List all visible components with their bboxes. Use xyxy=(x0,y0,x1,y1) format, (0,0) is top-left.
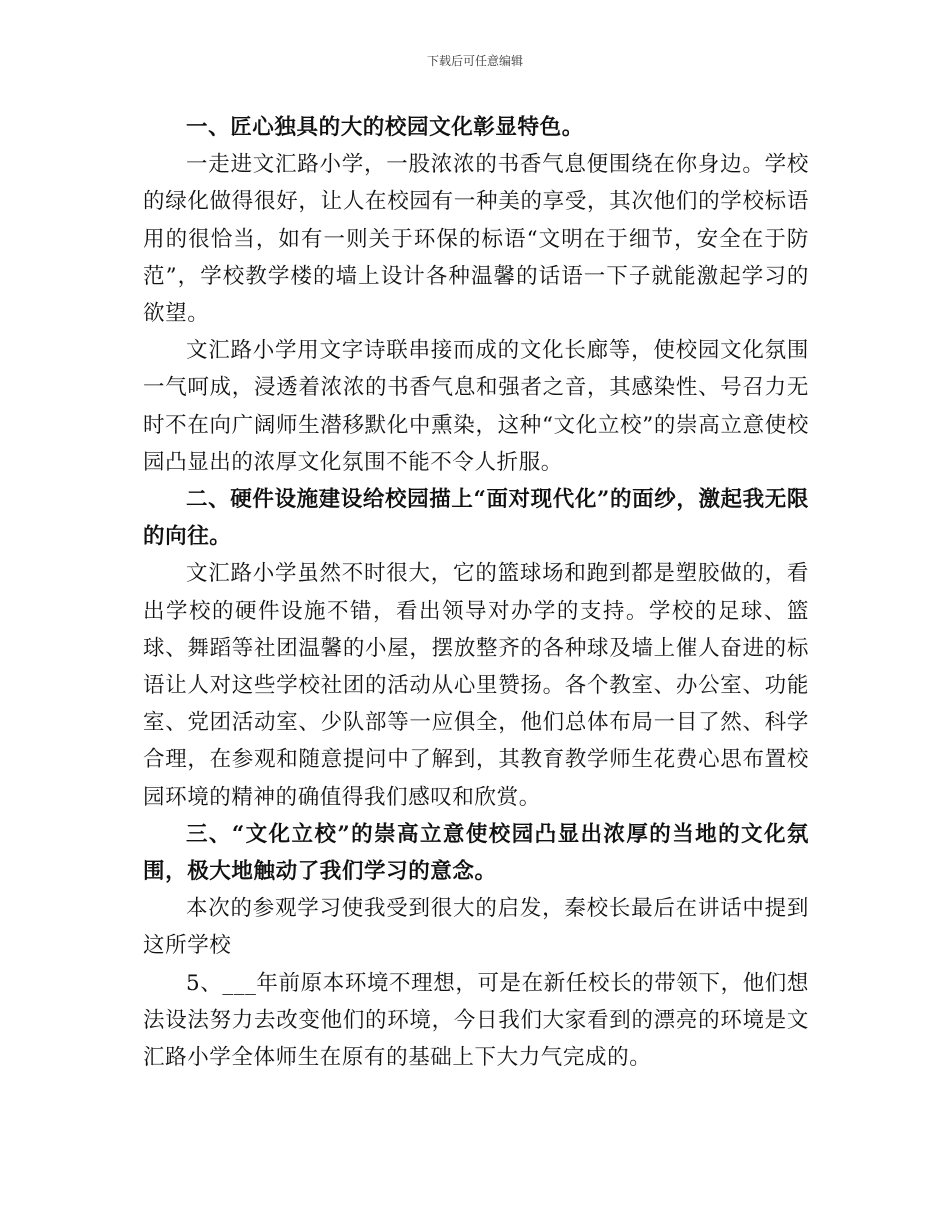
section-heading-1: 一、匠心独具的大的校园文化彰显特色。 xyxy=(186,115,584,140)
section-heading-2: 二、硬件设施建设给校园描上“面对现代化”的面纱，激起我无限的向往。 xyxy=(143,487,809,550)
document-body xyxy=(143,109,809,1076)
page-header: 下载后可任意编辑 xyxy=(426,54,523,68)
section-heading-3: 三、“文化立校”的崇高立意使校园凸显出浓厚的当地的文化氛围，极大地触动了我们学习的意念。 xyxy=(143,821,809,885)
paragraph-1-2: 文汇路小学用文字诗联串接而成的文化长廊等，使校园文化氛围一气呵成，浸透着浓浓的书香气息和强者之音，其感染性、号召力无时不在向广阔师生潜移默化中熏染，这种“文化立校”的崇高立意使校园凸显出的浓厚文化氛围不能不令人折服。 xyxy=(143,338,809,475)
paragraph-2-1: 文汇路小学虽然不时很大，它的篮球场和跑到都是塑胶做的，看出学校的硬件设施不错，看出领导对办学的支持。学校的足球、篮球、舞蹈等社团温馨的小屋，摆放整齐的各种球及墙上催人奋进的标语让人对这些学校社团的活动从心里赞扬。各个教室、办公室、功能室、党团活动室、少队部等一应俱全，他们总体布局一目了然、科学合理，在参观和随意提问中了解到，其教育教学师生花费心思布置校园环境的精神的确值得我们感叹和欣赏。 xyxy=(143,561,809,810)
paragraph-3-2: 5、___年前原本环境不理想，可是在新任校长的带领下，他们想法设法努力去改变他们的环境，今日我们大家看到的漂亮的环境是文汇路小学全体师生在原有的基础上下大力气完成的。 xyxy=(143,970,809,1071)
paragraph-3-1: 本次的参观学习使我受到很大的启发，秦校长最后在讲话中提到这所学校 xyxy=(143,896,809,959)
paragraph-1-1: 一走进文汇路小学，一股浓浓的书香气息便围绕在你身边。学校的绿化做得很好，让人在校园有一种美的享受，其次他们的学校标语用的很恰当，如有一则关于环保的标语“文明在于细节，安全在于防范”，学校教学楼的墙上设计各种温馨的话语一下子就能激起学习的欲望。 xyxy=(143,152,809,327)
